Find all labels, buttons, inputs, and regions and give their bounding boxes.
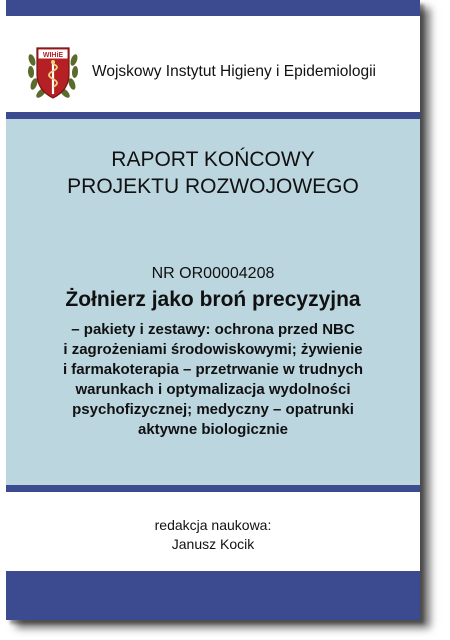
wihe-emblem-icon: [26, 40, 80, 104]
editor-block: [6, 516, 420, 554]
subtitle-line: i zagrożeniami środowiskowymi; żywienie: [63, 341, 363, 358]
main-title: Żołnierz jako broń precyzyjna: [65, 288, 361, 311]
project-number: NR OR00004208: [151, 265, 275, 282]
subtitle-line: – pakiety i zestawy: ochrona przed NBC: [71, 321, 355, 338]
bottom-band: [6, 571, 420, 620]
report-cover: [6, 0, 420, 620]
lower-divider-band: [6, 485, 420, 492]
editor-label: redakcja naukowa:: [154, 517, 272, 533]
report-title: [6, 146, 420, 200]
upper-divider-band: [6, 112, 420, 119]
editor-name: Janusz Kocik: [171, 536, 255, 552]
report-title-line: RAPORT KOŃCOWY: [111, 148, 315, 171]
institute-name: Wojskowy Instytut Higieny i Epidemiologii: [92, 63, 376, 80]
subtitle-line: psychofizycznej; medyczny – opatrunki: [72, 401, 354, 418]
subtitle: [6, 320, 420, 440]
institute-header: [26, 40, 376, 104]
emblem-lettering: WIHiE: [42, 52, 64, 59]
report-title-line: PROJEKTU ROZWOJOWEGO: [67, 175, 359, 198]
top-band: [6, 0, 420, 16]
subtitle-line: aktywne biologicznie: [137, 421, 289, 438]
subtitle-line: warunkach i optymalizacja wydolności: [75, 381, 351, 398]
subtitle-line: i farmakoterapia – przetrwanie w trudnych: [62, 361, 364, 378]
